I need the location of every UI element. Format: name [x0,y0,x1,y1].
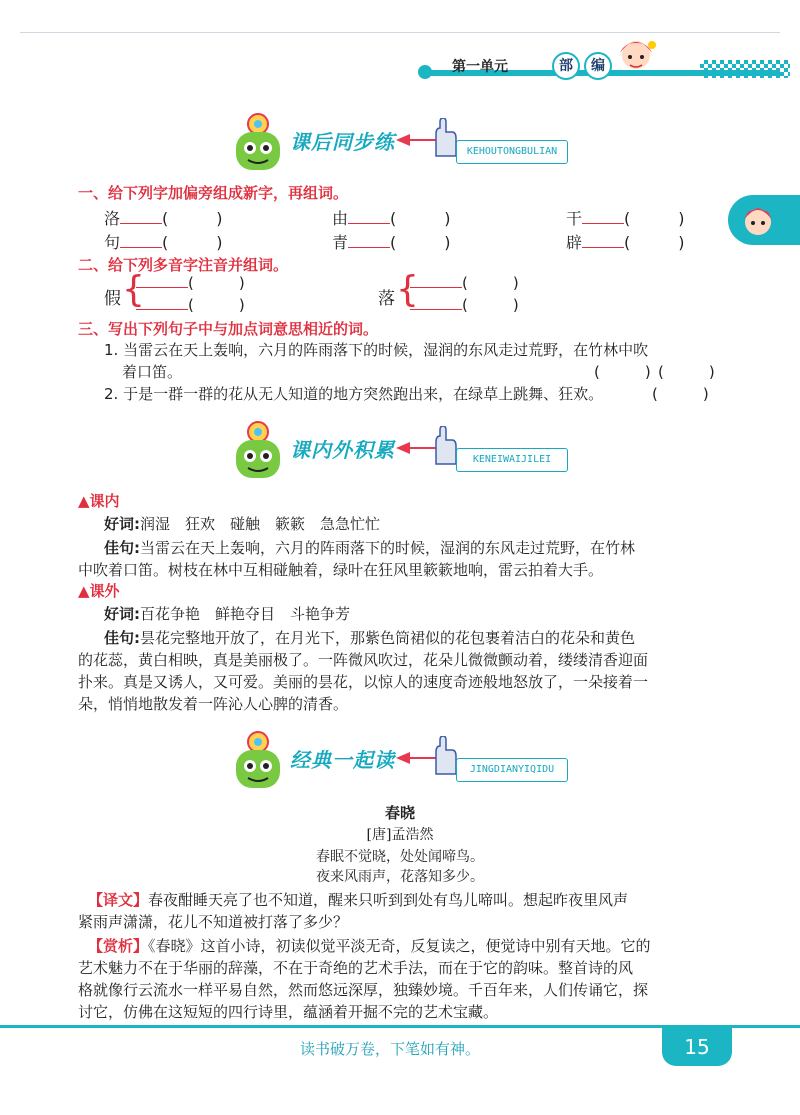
q1-item [566,206,685,229]
q2-line [136,272,245,293]
poem-line-1: 春眠不觉晓，处处闻啼鸟。 [316,849,484,865]
paren-blank[interactable]: ( ) [462,296,519,314]
poem-title: 春晓 [384,804,415,822]
label: 好词: [104,515,140,533]
blank[interactable] [410,287,462,288]
badge-bu: 部 [552,52,580,80]
analysis-b: 艺术魅力不在于华丽的辞藻，不在于奇绝的艺术手法，而在于它的韵味。整首诗的风 [78,959,634,977]
banner-title: 经典一起读 [290,748,395,772]
q2-char: 假 [104,289,121,309]
blank[interactable] [136,287,188,288]
q2-line [410,294,519,315]
q2-line [136,294,245,315]
blank[interactable] [348,209,390,224]
banner-practice [228,112,578,172]
banner-pinyin: KENEIWAIJILEI [456,448,568,472]
blank[interactable] [410,309,462,310]
q1-item [566,230,685,253]
side-mascot-icon [738,200,778,240]
outer-sentence-d: 朵，悄悄地散发着一阵沁人心脾的清香。 [78,695,349,713]
page-number: 15 [662,1028,732,1066]
monster-icon [228,730,288,792]
blank[interactable] [120,233,162,248]
poem-line-2: 夜来风雨声，花落知多少。 [316,869,484,885]
blank[interactable] [582,209,624,224]
girl-mascot-icon [612,35,660,79]
words: 润湿 狂欢 碰触 簌簌 急急忙忙 [140,515,381,533]
side-tab [728,195,800,245]
q2-char: 落 [378,289,395,309]
banner-accumulation [228,420,578,480]
outer-sentence-b: 的花蕊，黄白相映，真是美丽极了。一阵微风吹过，花朵儿微微颤动着，缕缕清香迎面 [78,651,649,669]
words: 百花争艳 鲜艳夺目 斗艳争芳 [140,605,351,623]
paren-blank[interactable]: ( ) [624,209,685,228]
badge-bian: 编 [584,52,612,80]
paren-blank[interactable]: ( ) [652,385,709,403]
q3-sentence-1a: 1. 当雷云在天上轰响，六月的阵雨落下的时候，湿润的东风走过荒野，在竹林中吹 [104,341,649,359]
q1-item [104,230,223,253]
q1-heading: 一、给下列字加偏旁组成新字，再组词。 [78,184,349,202]
monster-icon [228,112,288,174]
q2-line [410,272,519,293]
paren-blank[interactable]: ( ) [162,209,223,228]
poem-author: [唐]孟浩然 [366,827,434,843]
char: 由 [332,209,349,228]
paren-blank[interactable]: ( ) [462,274,519,292]
paren-blank[interactable]: ( ) [390,209,451,228]
q3-heading: 三、写出下列句子中与加点词意思相近的词。 [78,320,379,338]
paren-blank[interactable]: ( ) [162,233,223,252]
translation-text: 春夜酣睡天亮了也不知道，醒来只听到到处有鸟儿啼叫。想起昨夜里风声 [148,891,629,909]
inner-sentence-cont: 中吹着口笛。树枝在林中互相碰触着，绿叶在狂风里簌簌地响，雷云拍着大手。 [78,561,604,579]
char: 洛 [104,209,121,228]
blank[interactable] [120,209,162,224]
q2-heading: 二、给下列多音字注音并组词。 [78,256,289,274]
paren-blank[interactable]: ( ) [658,363,715,381]
brace: { [396,269,419,310]
outer-sentence-c: 扑来。真是又诱人，又可爱。美丽的昙花，以惊人的速度奇迹般地怒放了，一朵接着一 [78,673,649,691]
unit-label: 第一单元 [452,59,508,75]
label: 佳句: [104,629,140,647]
translation-cont: 紧雨声潇潇，花儿不知道被打落了多少？ [78,913,349,931]
header-rule [20,32,780,33]
pointing-hand-icon [428,426,458,466]
pointing-hand-icon [428,736,458,776]
q3-sentence-2: 2. 于是一群一群的花从无人知道的地方突然跑出来，在绿草上跳舞、狂欢。 [104,385,604,403]
char: 青 [332,233,349,252]
outer-words [104,602,350,626]
header-checker-pattern [700,60,790,78]
q1-item [104,206,223,229]
q1-item [332,230,451,253]
paren-blank[interactable]: ( ) [624,233,685,252]
translation-tag: 【译文】 [88,891,149,909]
banner-pinyin: KEHOUTONGBULIAN [456,140,568,164]
banner-pinyin: JINGDIANYIQIDU [456,758,568,782]
blank[interactable] [136,309,188,310]
label: 佳句: [104,539,140,557]
char: 句 [104,233,121,252]
paren-blank[interactable]: ( ) [188,296,245,314]
inner-sentence [104,536,635,560]
paren-blank[interactable]: ( ) [188,274,245,292]
footer-motto: 读书破万卷，下笔如有神。 [300,1040,481,1058]
analysis-text: 《春晓》这首小诗，初读似觉平淡无奇，反复读之，便觉诗中别有天地。它的 [148,937,651,955]
brace: { [122,269,145,310]
translation [88,888,628,912]
monster-icon [228,420,288,482]
text: 当雷云在天上轰响，六月的阵雨落下的时候，湿润的东风走过荒野，在竹林 [140,539,636,557]
paren-blank[interactable]: ( ) [594,363,651,381]
blank[interactable] [348,233,390,248]
outer-sentence [104,626,635,650]
outer-heading: ▲课外 [78,582,120,600]
q1-item [332,206,451,229]
label: 好词: [104,605,140,623]
pointing-hand-icon [428,118,458,158]
blank[interactable] [582,233,624,248]
banner-title: 课后同步练 [290,130,395,154]
char: 干 [566,209,583,228]
char: 辟 [566,233,583,252]
analysis [88,934,651,958]
analysis-d: 讨它，仿佛在这短短的四行诗里，蕴涵着开掘不完的艺术宝藏。 [78,1003,499,1021]
analysis-c: 格就像行云流水一样平易自然，然而悠远深厚，独臻妙境。千百年来，人们传诵它，探 [78,981,649,999]
paren-blank[interactable]: ( ) [390,233,451,252]
text: 昙花完整地开放了，在月光下，那紫色筒裙似的花包裹着洁白的花朵和黄色 [140,629,636,647]
header-dot [418,65,432,79]
banner-reading [228,730,578,790]
banner-title: 课内外积累 [290,438,395,462]
inner-heading: ▲课内 [78,492,120,510]
inner-words [104,512,380,536]
analysis-tag: 【赏析】 [88,937,149,955]
q3-sentence-1b: 着口笛。 [122,363,183,381]
